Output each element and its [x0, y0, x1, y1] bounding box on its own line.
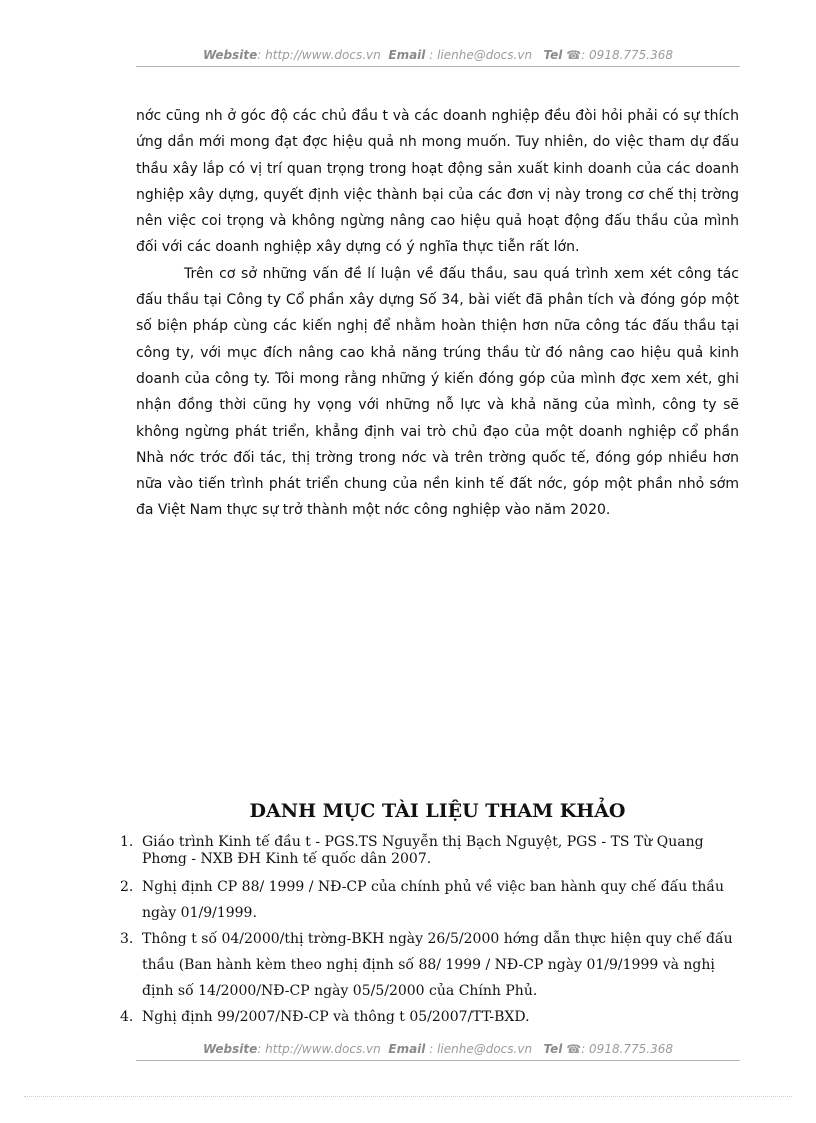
reference-number: 4.	[120, 1009, 134, 1025]
header-email-value[interactable]: : lienhe@docs.vn	[425, 48, 533, 62]
conclusion-text	[136, 103, 739, 524]
reference-text: Nghị định 99/2007/NĐ-CP và thông t 05/2007/TT-BXD.	[142, 1009, 530, 1025]
references-title: DANH MỤC TÀI LIỆU THAM KHẢO	[249, 800, 626, 822]
reference-item	[120, 834, 740, 868]
header-website-url[interactable]: : http://www.docs.vn	[257, 48, 381, 62]
reference-item	[120, 874, 740, 926]
reference-item	[120, 1004, 740, 1030]
body-paragraph-1: nớc cũng nh ở góc độ các chủ đầu t và các doanh nghiệp đều đòi hỏi phải có sự thích ứng dần mới mong đạt đợc hiệu quả nh mong muốn. Tuy nhiên, do việc tham dự đấu thầu xây lắp có vị trí quan trọng trong hoạt động sản xuất kinh doanh của các doanh nghiệp xây dựng, quyết định việc thành bại của các đơn vị này trong cơ chế thị trờng nên việc coi trọng và không ngừng nâng cao hiệu quả hoạt động đấu thầu của mình đối với các doanh nghiệp xây dựng có ý nghĩa thực tiễn rất lớn.	[136, 108, 739, 256]
footer-tel-label: Tel	[543, 1042, 563, 1056]
footer-tel-value: : 0918.775.368	[581, 1042, 674, 1056]
footer-website-label: Website	[202, 1042, 258, 1056]
footer-email-label: Email	[388, 1042, 426, 1056]
footer-email-value[interactable]: : lienhe@docs.vn	[425, 1042, 533, 1056]
page-bottom-dotted-line	[24, 1096, 792, 1097]
header-divider	[136, 66, 740, 67]
body-paragraph-2: Trên cơ sở những vấn đề lí luận về đấu thầu, sau quá trình xem xét công tác đấu thầu tại Công ty Cổ phần xây dựng Số 34, bài viết đã phân tích và đóng góp một số biện pháp cùng các kiến nghị để nhằm hoàn thiện hơn nữa công tác đấu thầu tại công ty, với mục đích nâng cao khả năng trúng thầu từ đó nâng cao hiệu quả kinh doanh của công ty. Tôi mong rằng những ý kiến đóng góp của mình đợc xem xét, ghi nhận đồng thời cũng hy vọng với những nỗ lực và khả năng của mình, công ty sẽ không ngừng phát triển, khẳng định vai trò chủ đạo của một doanh nghiệp cổ phần Nhà nớc trớc đối tác, thị trờng trong nớc và trên trờng quốc tế, đóng góp nhiều hơn nữa vào tiến trình phát triển chung của nền kinh tế đất nớc, góp một phần nhỏ sớm đa Việt Nam thực sự trở thành một nớc công nghiệp vào năm 2020.	[136, 265, 739, 519]
reference-text: Giáo trình Kinh tế đầu t - PGS.TS Nguyễn thị Bạch Nguyệt, PGS - TS Từ Quang Phơng - NXB ĐH Kinh tế quốc dân 2007.	[142, 834, 704, 867]
reference-text: Thông t số 04/2000/thị trờng-BKH ngày 26/5/2000 hớng dẫn thực hiện quy chế đấu thầu (Ban hành kèm theo nghị định số 88/ 1999 / NĐ-CP ngày 01/9/1999 và nghị định số 14/2000/NĐ-CP ngày 05/5/2000 của Chính Phủ.	[142, 931, 733, 999]
footer-website-url[interactable]: : http://www.docs.vn	[257, 1042, 381, 1056]
header-tel-value: : 0918.775.368	[581, 48, 674, 62]
reference-number: 3.	[120, 931, 134, 947]
page-footer	[136, 1042, 740, 1056]
footer-divider	[136, 1060, 740, 1061]
header-website-label: Website	[202, 48, 258, 62]
reference-number: 1.	[120, 834, 134, 850]
reference-text: Nghị định CP 88/ 1999 / NĐ-CP của chính phủ về việc ban hành quy chế đấu thầu ngày 01/9/1999.	[142, 879, 724, 921]
references-list	[120, 834, 740, 1030]
header-tel-label: Tel	[543, 48, 563, 62]
reference-item	[120, 926, 740, 1004]
header-email-label: Email	[388, 48, 426, 62]
phone-icon: ☎	[566, 1042, 582, 1056]
reference-number: 2.	[120, 879, 134, 895]
page-header	[136, 48, 740, 62]
phone-icon: ☎	[566, 48, 582, 62]
